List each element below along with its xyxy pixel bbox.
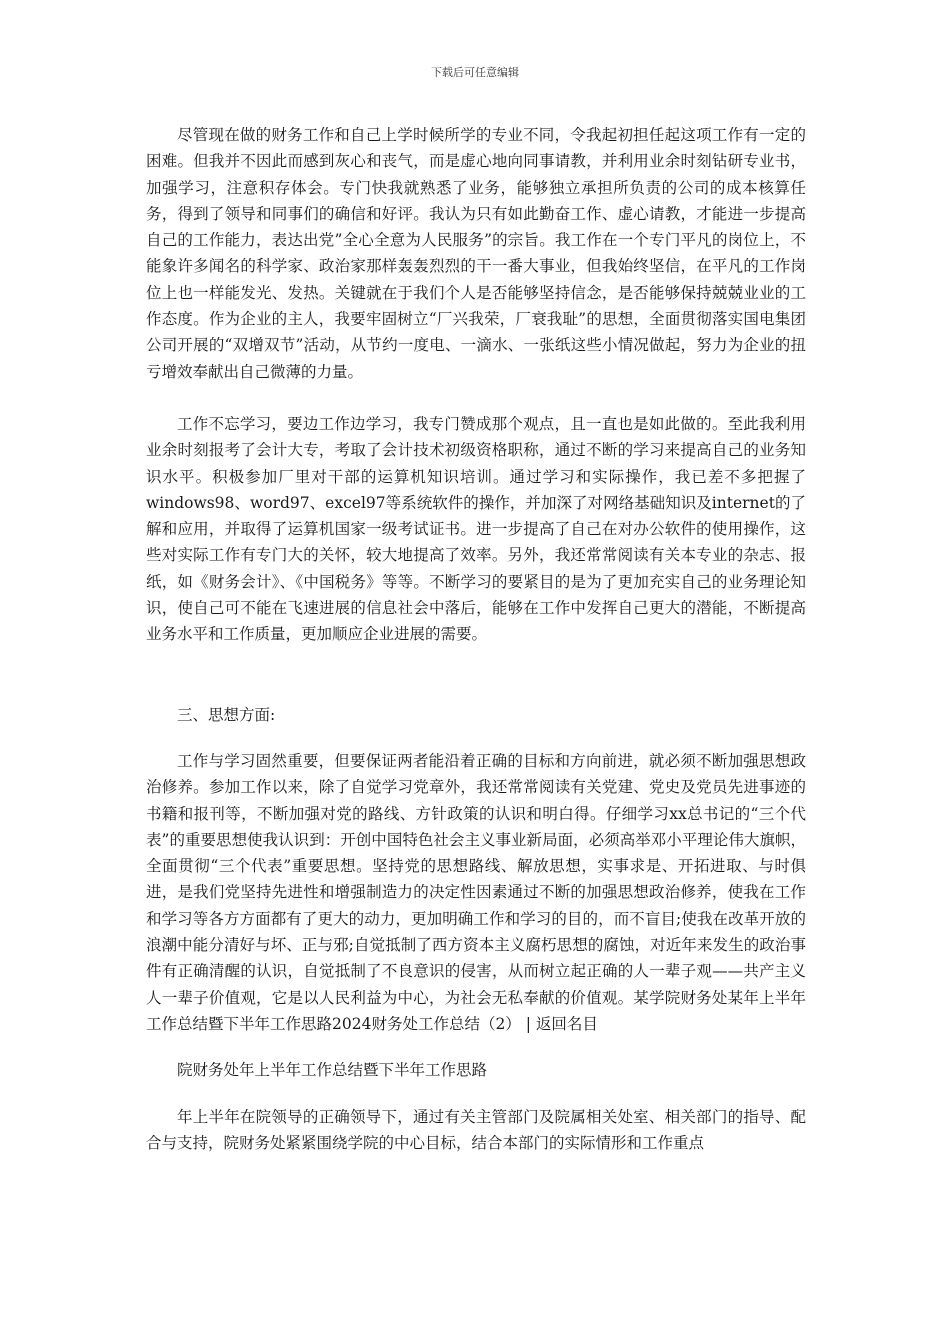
paragraph-study: 工作不忘学习，要边工作边学习，我专门赞成那个观点，且一直也是如此做的。至此我利用业余时刻报考了会计大专，考取了会计技术初级资格职称，通过不断的学习来提高自己的业务知识水平。积极参加厂里对干部的运算机知识培训。通过学习和实际操作，我已差不多把握了windows98、word97、excel97等系统软件的操作，并加深了对网络基础知识及internet的了解和应用，并取得了运算机国家一级考试证书。进一步提高了自己在对办公软件的使用操作，这些对实际工作有专门大的关怀，较大地提高了效率。另外，我还常常阅读有关本专业的杂志、报纸，如《财务会计》、《中国税务》等等。不断学习的要紧目的是为了更加充实自己的业务理论知识，使自己可不能在飞速进展的信息社会中落后，能够在工作中发挥自己更大的潜能，不断提高业务水平和工作质量，更加顺应企业进展的需要。 <box>146 414 806 644</box>
back-to-contents-link[interactable]: 返回名目 <box>535 1014 598 1033</box>
page-header: 下载后可任意编辑 <box>431 66 519 79</box>
paragraph-political-text: 工作与学习固然重要，但要保证两者能沿着正确的目标和方向前进，就必须不断加强思想政治修养。参加工作以来，除了自觉学习党章外，我还常常阅读有关党建、党史及党员先进事迹的书籍和报刊等，不断加强对党的路线、方针政策的认识和明白得。仔细学习xx总书记的“三个代表”的重要思想使我认识到：开创中国特色社会主义事业新局面，必须高举邓小平理论伟大旗帜，全面贯彻“三个代表”重要思想。坚持党的思想路线、解放思想，实事求是、开拓进取、与时俱进，是我们党坚持先进性和增强制造力的决定性因素通过不断的加强思想政治修养，使我在工作和学习等各方方面都有了更大的动力，更加明确工作和学习的目的，而不盲目;使我在改革开放的浪潮中能分清好与坏、正与邪;自觉抵制了西方资本主义腐朽思想的腐蚀，对近年来发生的政治事件有正确清醒的认识，自觉抵制了不良意识的侵害，从而树立起正确的人一辈子观——共产主义人一辈子价值观，它是以人民利益为中心，为社会无私奉献的价值观。某学院财务处某年上半年工作总结暨下半年工作思路2024财务处工作总结（2） <box>146 751 806 1033</box>
document-body <box>146 122 806 1156</box>
paragraph-first-half-summary: 年上半年在院领导的正确领导下，通过有关主管部门及院属相关处室、相关部门的指导、配合与支持，院财务处紧紧围绕学院的中心目标，结合本部门的实际情形和工作重点 <box>146 1107 806 1152</box>
paragraph-political <box>146 748 806 1037</box>
link-separator: | <box>520 1014 536 1033</box>
paragraph-work-attitude: 尽管现在做的财务工作和自己上学时候所学的专业不同，令我起初担任起这项工作有一定的困难。但我并不因此而感到灰心和丧气，而是虚心地向同事请教，并利用业余时刻钻研专业书，加强学习，注意积存体会。专门快我就熟悉了业务，能够独立承担所负责的公司的成本核算任务，得到了领导和同事们的确信和好评。我认为只有如此勤奋工作、虚心请教，才能进一步提高自己的工作能力，表达出党”全心全意为人民服务”的宗旨。我工作在一个专门平凡的岗位上，不能象许多闻名的科学家、政治家那样轰轰烈烈的干一番大事业，但我始终坚信，在平凡的工作岗位上也一样能发光、发热。关键就在于我们个人是否能够坚持信念，是否能够保持兢兢业业的工作态度。作为企业的主人，我要牢固树立“厂兴我荣，厂衰我耻”的思想，全面贯彻落实国电集团公司开展的“双增双节”活动，从节约一度电、一滴水、一张纸这些小情况做起，努力为企业的扭亏增效奉献出自己微薄的力量。 <box>146 126 806 381</box>
subtitle-finance-summary: 院财务处年上半年工作总结暨下半年工作思路 <box>177 1061 488 1080</box>
section-heading-thought: 三、思想方面: <box>177 705 276 724</box>
